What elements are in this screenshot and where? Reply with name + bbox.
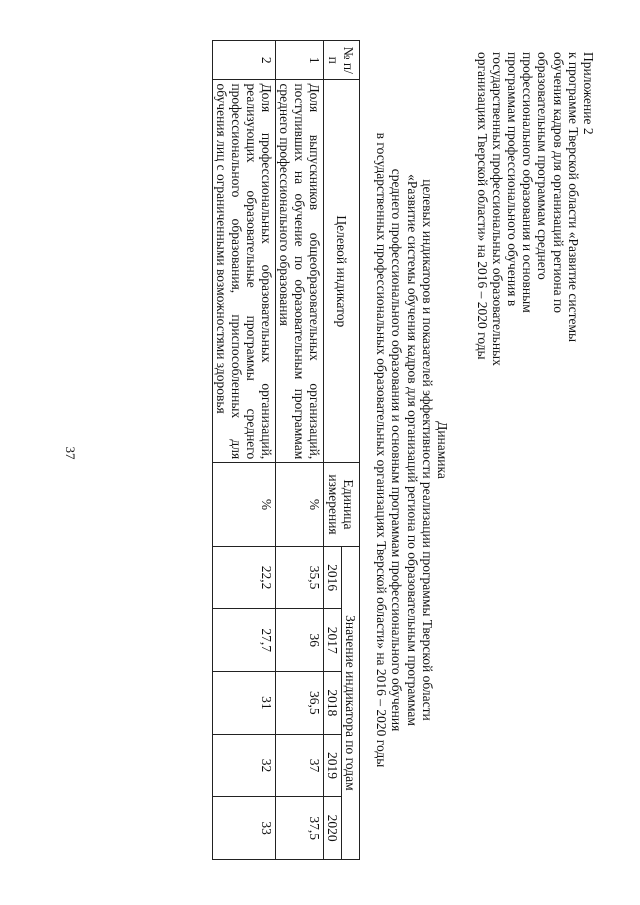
appendix-line: государственных профессиональных образовательных	[489, 52, 505, 366]
row-value: 22,2	[213, 546, 276, 609]
heading-line: «Развитие системы обучения кадров для организаций региона по образовательным программам	[404, 174, 420, 726]
row-value: 32	[213, 734, 276, 797]
table-header-row	[342, 41, 360, 860]
appendix-line: программам профессионального обучения в	[504, 52, 520, 307]
appendix-block	[474, 52, 596, 430]
table-row	[276, 41, 324, 860]
indicators-table	[212, 40, 360, 860]
row-num: 1	[276, 41, 324, 80]
document-heading	[374, 40, 450, 860]
header-year: 2019	[324, 734, 342, 797]
appendix-title: Приложение 2	[581, 52, 596, 135]
header-unit: Единица измерения	[324, 463, 360, 547]
appendix-line: организациях Тверской области» на 2016 – 2020 годы	[474, 52, 490, 360]
header-num: № п/п	[324, 41, 360, 80]
heading-title: Динамика	[435, 421, 450, 479]
row-value: 35,5	[276, 546, 324, 609]
row-num: 2	[213, 41, 276, 80]
heading-line: среднего профессионального образования и основным программам профессионального обучения	[389, 168, 405, 732]
appendix-line: профессионального образования и основным	[520, 52, 536, 313]
row-unit: %	[213, 463, 276, 547]
row-value: 31	[213, 672, 276, 735]
header-year: 2017	[324, 609, 342, 672]
heading-line: целевых индикаторов и показателей эффективности реализации программы Тверской области	[419, 179, 435, 721]
table-row	[213, 41, 276, 860]
row-value: 36,5	[276, 672, 324, 735]
row-value: 37,5	[276, 797, 324, 860]
page-number: 37	[63, 446, 78, 460]
row-unit: %	[276, 463, 324, 547]
row-indicator: Доля выпускников общеобразовательных организаций, поступивших на обучение по образовательным программам среднего профессионального образования	[276, 80, 324, 463]
rotated-page-content	[214, 40, 600, 900]
appendix-line: к программе Тверской области «Развитие системы	[565, 52, 581, 343]
row-indicator: Доля профессиональных образовательных организаций, реализующих образовательные программы среднего профессионального образования, приспособленных для обучения лиц с ограниченными возможностями здоровья	[213, 80, 276, 463]
header-year: 2020	[324, 797, 342, 860]
header-year: 2016	[324, 546, 342, 609]
appendix-line: обучения кадров для организаций региона по	[550, 52, 566, 313]
row-value: 33	[213, 797, 276, 860]
row-value: 36	[276, 609, 324, 672]
row-value: 27,7	[213, 609, 276, 672]
header-indicator: Целевой индикатор	[324, 80, 360, 463]
heading-line: в государственных профессиональных образовательных организациях Тверской области» на 2016 – 2020 годы	[374, 132, 390, 768]
appendix-line: образовательным программам среднего	[535, 52, 551, 280]
header-values-group: Значение индикатора по годам	[342, 546, 360, 859]
row-value: 37	[276, 734, 324, 797]
header-year: 2018	[324, 672, 342, 735]
